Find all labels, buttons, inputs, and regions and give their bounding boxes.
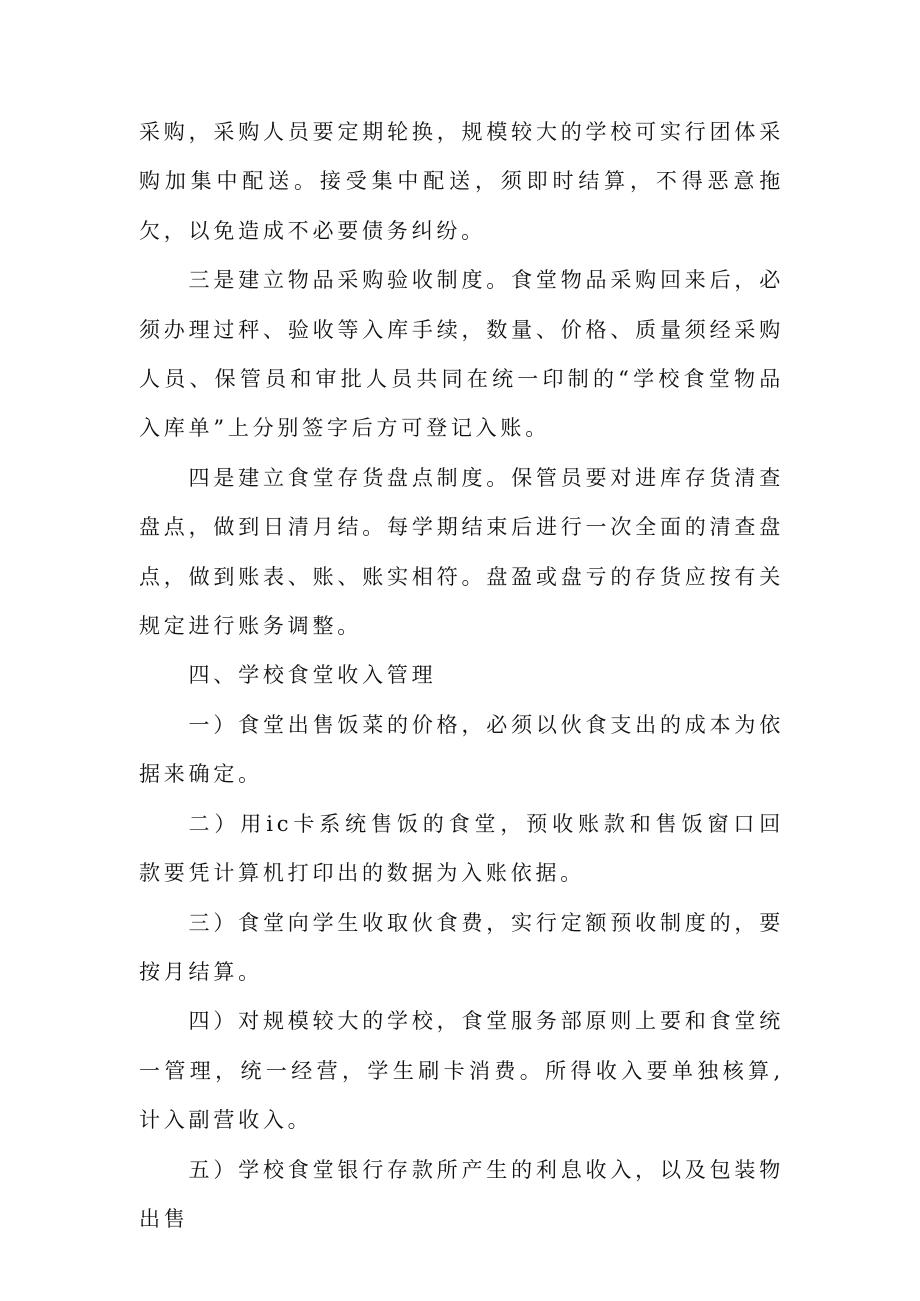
paragraph-item-four: 四）对规模较大的学校，食堂服务部原则上要和食堂统一管理，统一经营，学生刷卡消费。所得收入要单独核算,计入副营收入。 xyxy=(139,1009,784,1133)
document-body xyxy=(139,108,784,1244)
paragraph-item-three: 三）食堂向学生收取伙食费，实行定额预收制度的，要按月结算。 xyxy=(139,910,784,984)
paragraph-acceptance-system: 三是建立物品采购验收制度。食堂物品采购回来后，必须办理过秤、验收等入库手续，数量、价格、质量须经采购人员、保管员和审批人员共同在统一印制的“学校食堂物品入库单”上分别签字后方可登记入账。 xyxy=(139,268,784,441)
paragraph-item-five: 五）学校食堂银行存款所产生的利息收入，以及包装物出售 xyxy=(139,1157,784,1231)
paragraph-procurement-rotation: 采购，采购人员要定期轮换，规模较大的学校可实行团体采购加集中配送。接受集中配送，须即时结算，不得恶意拖欠，以免造成不必要债务纠纷。 xyxy=(139,120,784,243)
section-heading-income-management: 四、学校食堂收入管理 xyxy=(188,663,437,688)
paragraph-item-two: 二）用ic卡系统售饭的食堂，预收账款和售饭窗口回款要凭计算机打印出的数据为入账依据。 xyxy=(139,811,784,886)
paragraph-inventory-system: 四是建立食堂存货盘点制度。保管员要对进库存货清查盘点，做到日清月结。每学期结束后进行一次全面的清查盘点，做到账表、账、账实相符。盘盈或盘亏的存货应按有关规定进行账务调整。 xyxy=(139,465,784,639)
paragraph-item-one: 一）食堂出售饭菜的价格，必须以伙食支出的成本为依据来确定。 xyxy=(139,712,784,787)
